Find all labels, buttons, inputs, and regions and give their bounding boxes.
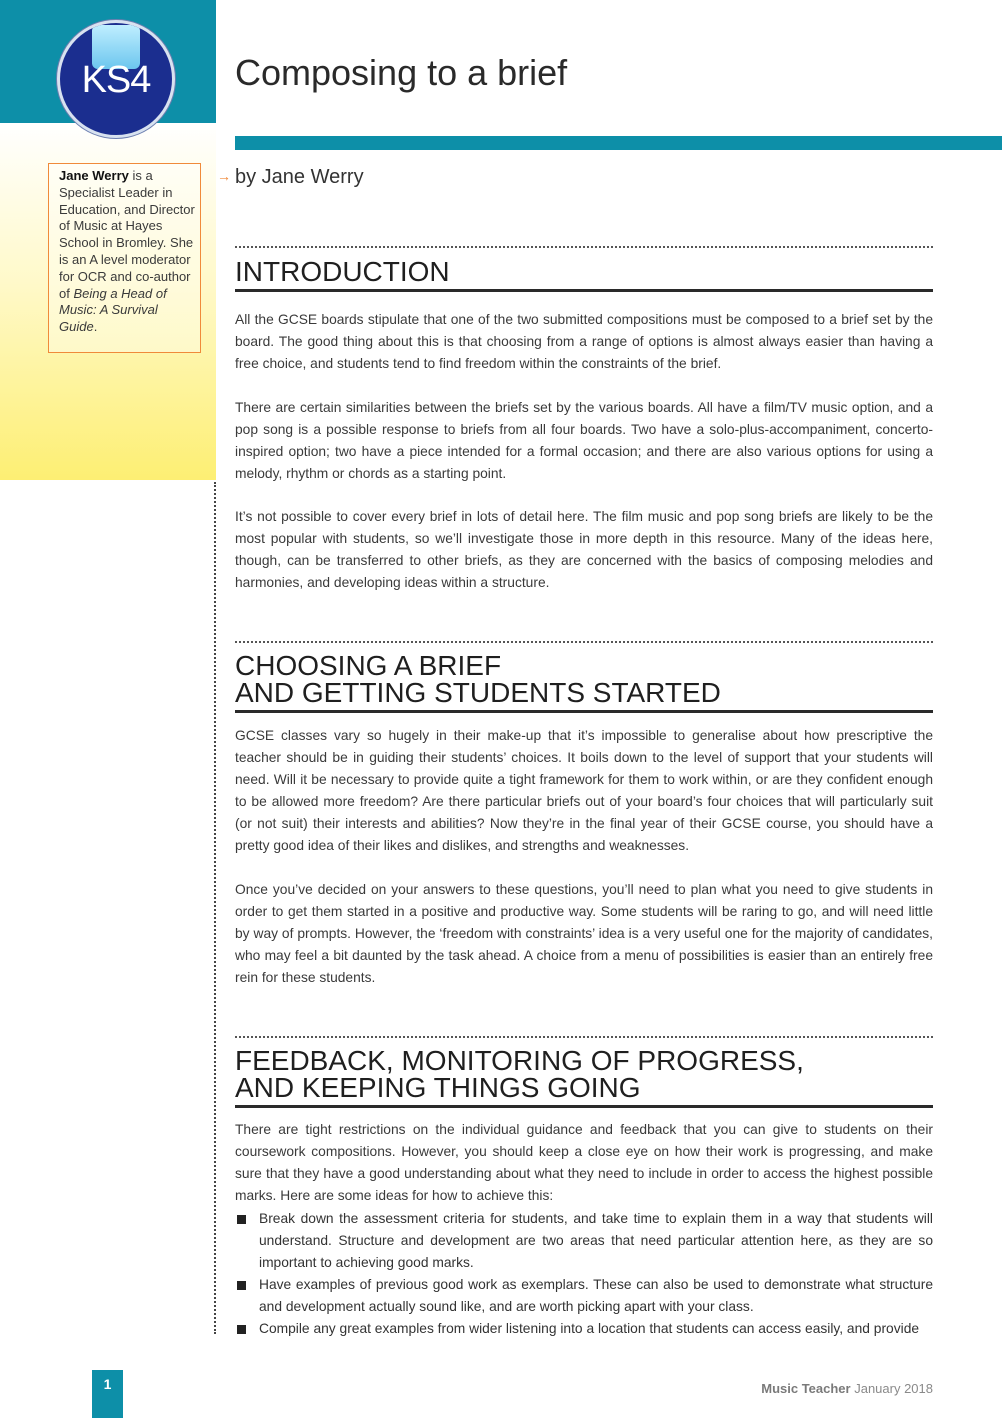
title-bar bbox=[235, 136, 1002, 150]
footer bbox=[761, 1381, 933, 1396]
section-heading-choosing-a-brief bbox=[235, 652, 933, 713]
paragraph: It’s not possible to cover every brief in lots of detail here. The film music and pop song briefs are likely to be the most popular with students, so we’ll investigate those in more depth in this resource. Many of the ideas here, though, can be transferred to other briefs, as they are concerned with the basics of composing melodies and harmonies, and developing ideas within a structure. bbox=[235, 509, 933, 590]
list-item: Have examples of previous good work as exemplars. These can also be used to demonstrate what structure and development actually sound like, and are worth picking apart with your class. bbox=[235, 1274, 933, 1318]
paragraph: There are tight restrictions on the individual guidance and feedback that you can give to students on their coursework compositions. However, you should keep a close eye on how their work is progressing, and make sure that they have a good understanding about what they need to include in order to access the highest possible marks. Here are some ideas for how to achieve this: bbox=[235, 1122, 933, 1203]
author-bio-end: . bbox=[93, 319, 98, 335]
heading-line: FEEDBACK, MONITORING OF PROGRESS, bbox=[235, 1045, 804, 1076]
list-item: Break down the assessment criteria for students, and take time to explain them in a way that students will understand. Structure and development are two areas that need particular attention here, as they are so important to achieving good marks. bbox=[235, 1208, 933, 1274]
page-number: 1 bbox=[92, 1370, 123, 1418]
author-bio-text: is a Specialist Leader in Education, and Director of Music at Hayes School in Bromley. She is an A level moderator for OCR and co-author of bbox=[59, 168, 195, 301]
sidebar-dotted-line bbox=[214, 482, 216, 1334]
heading-line: AND GETTING STUDENTS STARTED bbox=[235, 677, 721, 708]
paragraph: GCSE classes vary so hugely in their make-up that it’s impossible to generalise about how prescriptive the teacher should be in guiding their students’ choices. It boils down to the level of support that your students will need. Will it be necessary to provide quite a tight framework for them to work within, or are they confident enough to be allowed more freedom? Are there particular briefs out of your board’s four choices that will particularly suit (or not suit) their interests and abilities? Now they’re in the final year of their GCSE course, you should have a pretty good idea of their likes and dislikes, and strengths and weaknesses. bbox=[235, 728, 933, 853]
paragraph: Once you’ve decided on your answers to these questions, you’ll need to plan what you need to give students in order to get them started in a positive and productive way. Some students will be raring to go, and will need little by way of prompts. However, the ‘freedom with constraints’ idea is a very useful one for the majority of candidates, who may feel a bit daunted by the task ahead. A choice from a menu of possibilities is easier than an entirely free rein for these students. bbox=[235, 882, 933, 985]
section-divider bbox=[235, 1036, 933, 1038]
section-divider bbox=[235, 246, 933, 248]
author-book-title: Being a Head of Music: A Survival Guide bbox=[59, 285, 167, 335]
paragraph: All the GCSE boards stipulate that one of the two submitted compositions must be composed to a brief set by the board. The good thing about this is that choosing from a range of options is almost always easier than having a free choice, and students tend to find freedom within the constraints of the brief. bbox=[235, 312, 933, 371]
bullet-list bbox=[235, 1208, 933, 1340]
page-title: Composing to a brief bbox=[235, 52, 568, 93]
badge-label: KS4 bbox=[81, 59, 151, 101]
author-bio-box bbox=[48, 163, 201, 353]
ks4-badge bbox=[57, 20, 175, 138]
byline: by Jane Werry bbox=[235, 166, 364, 188]
heading-line: INTRODUCTION bbox=[235, 256, 450, 287]
list-item: Compile any great examples from wider listening into a location that students can access easily, and provide bbox=[235, 1318, 933, 1340]
footer-publication: Music Teacher bbox=[761, 1381, 851, 1396]
heading-line: CHOOSING A BRIEF bbox=[235, 650, 502, 681]
section-heading-feedback bbox=[235, 1047, 933, 1108]
paragraph: There are certain similarities between the briefs set by the various boards. All have a film/TV music option, and a pop song is a possible response to briefs from all four boards. Two have a solo-plus-accompaniment, concerto-inspired option; two have a piece intended for a formal occasion; and there are also various options for using a melody, rhythm or chords as a starting point. bbox=[235, 400, 933, 481]
footer-date: January 2018 bbox=[854, 1381, 933, 1396]
section-divider bbox=[235, 641, 933, 643]
heading-line: AND KEEPING THINGS GOING bbox=[235, 1072, 641, 1103]
arrow-icon: → bbox=[217, 168, 231, 184]
author-name: Jane Werry bbox=[59, 168, 129, 183]
section-heading-introduction bbox=[235, 258, 933, 292]
